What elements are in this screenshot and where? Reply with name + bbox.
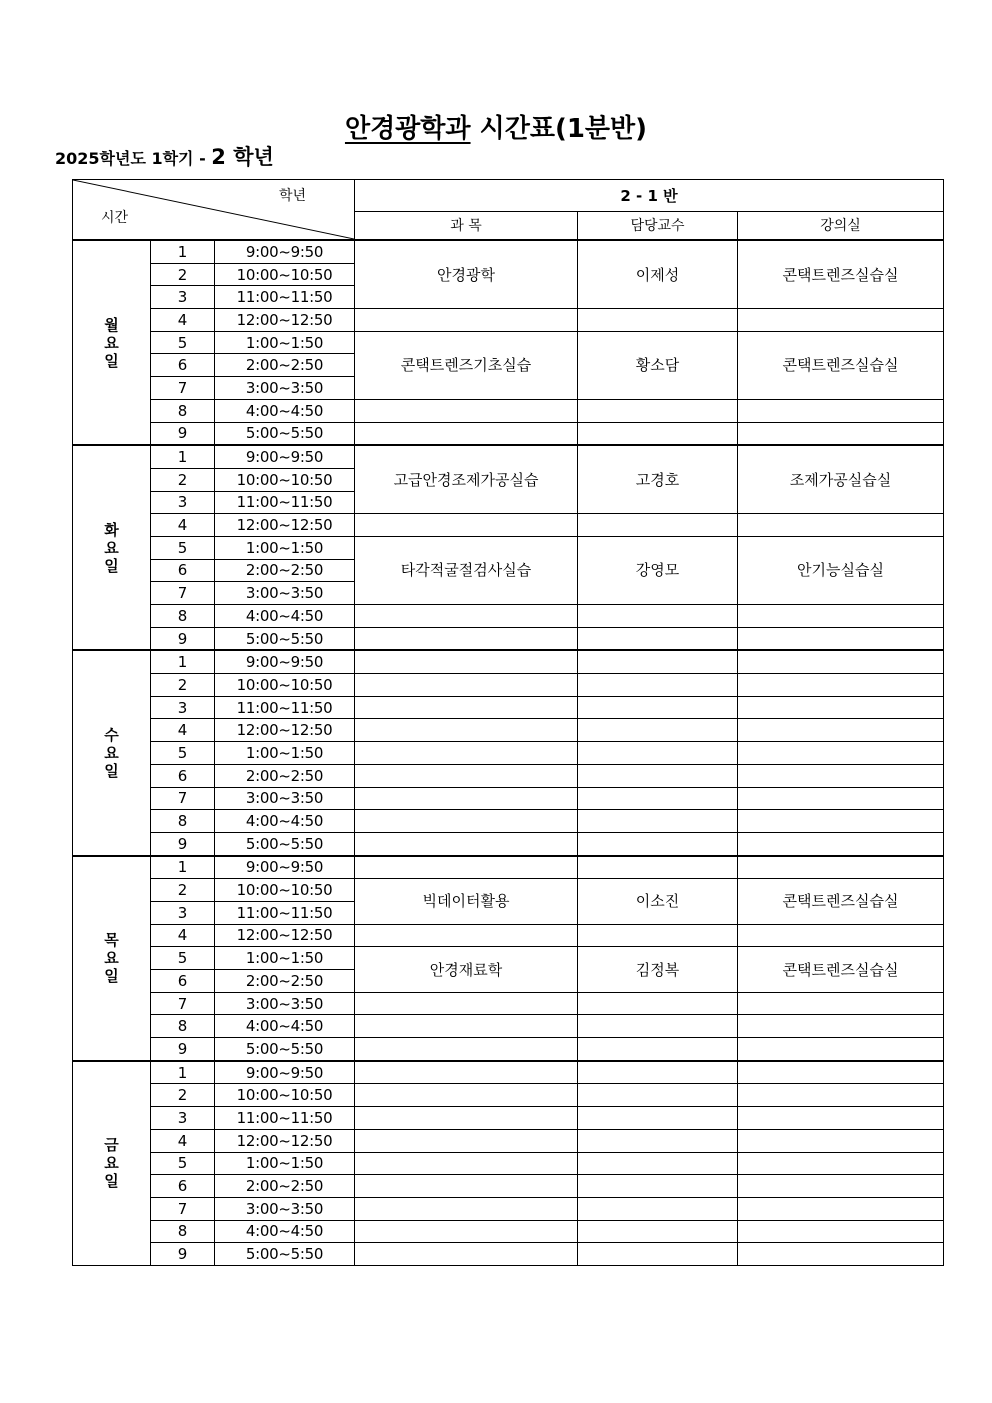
- table-row: [73, 309, 944, 332]
- subject-cell: [355, 422, 578, 445]
- professor-cell: [578, 1175, 738, 1198]
- subject-cell: [355, 1107, 578, 1130]
- timetable: [72, 179, 944, 1266]
- professor-cell: 이제성: [578, 240, 738, 309]
- period-number: 3: [151, 286, 215, 309]
- table-row: [73, 1038, 944, 1061]
- professor-cell: [578, 1197, 738, 1220]
- class-header: 2 - 1 반: [355, 180, 944, 212]
- professor-column-header: 담당교수: [578, 212, 738, 241]
- period-time: 12:00~12:50: [215, 924, 355, 947]
- subject-cell: [355, 1175, 578, 1198]
- period-number: 9: [151, 832, 215, 855]
- table-row: [73, 810, 944, 833]
- room-cell: [738, 810, 944, 833]
- room-cell: [738, 787, 944, 810]
- room-cell: [738, 1220, 944, 1243]
- day-label: [73, 445, 151, 650]
- period-number: 2: [151, 879, 215, 902]
- room-cell: [738, 856, 944, 879]
- room-cell: [738, 605, 944, 628]
- table-row: [73, 879, 944, 902]
- period-time: 3:00~3:50: [215, 377, 355, 400]
- period-number: 5: [151, 742, 215, 765]
- professor-cell: [578, 719, 738, 742]
- period-number: 3: [151, 491, 215, 514]
- table-row: [73, 1152, 944, 1175]
- period-time: 12:00~12:50: [215, 719, 355, 742]
- room-cell: [738, 1107, 944, 1130]
- subject-cell: [355, 399, 578, 422]
- period-number: 6: [151, 1175, 215, 1198]
- day-label-char: 목: [104, 931, 119, 950]
- period-time: 5:00~5:50: [215, 1038, 355, 1061]
- table-row: [73, 856, 944, 879]
- table-row: [73, 1084, 944, 1107]
- room-cell: [738, 627, 944, 650]
- period-number: 4: [151, 719, 215, 742]
- period-time: 11:00~11:50: [215, 491, 355, 514]
- period-number: 4: [151, 924, 215, 947]
- period-time: 10:00~10:50: [215, 468, 355, 491]
- subject-cell: [355, 742, 578, 765]
- period-time: 11:00~11:50: [215, 286, 355, 309]
- title-department: 안경광학과: [344, 114, 471, 144]
- period-time: 12:00~12:50: [215, 309, 355, 332]
- subject-cell: [355, 696, 578, 719]
- day-label-char: 화: [104, 520, 119, 539]
- table-row: [73, 514, 944, 537]
- table-row: [73, 742, 944, 765]
- table-row: [73, 696, 944, 719]
- period-number: 7: [151, 1197, 215, 1220]
- room-column-header: 강의실: [738, 212, 944, 241]
- day-label: [73, 856, 151, 1061]
- period-number: 2: [151, 674, 215, 697]
- subject-cell: [355, 787, 578, 810]
- period-number: 7: [151, 582, 215, 605]
- period-number: 8: [151, 605, 215, 628]
- day-label: [73, 1061, 151, 1266]
- day-label-char: 일: [104, 556, 119, 575]
- subject-cell: [355, 514, 578, 537]
- room-cell: [738, 764, 944, 787]
- period-number: 3: [151, 1107, 215, 1130]
- period-number: 4: [151, 514, 215, 537]
- table-row: [73, 1220, 944, 1243]
- table-row: [73, 1129, 944, 1152]
- period-time: 2:00~2:50: [215, 970, 355, 993]
- table-row: [73, 924, 944, 947]
- period-time: 2:00~2:50: [215, 559, 355, 582]
- period-time: 5:00~5:50: [215, 422, 355, 445]
- period-time: 1:00~1:50: [215, 742, 355, 765]
- period-time: 1:00~1:50: [215, 1152, 355, 1175]
- room-cell: [738, 719, 944, 742]
- period-number: 1: [151, 1061, 215, 1084]
- subject-cell: [355, 1084, 578, 1107]
- subject-cell: [355, 1220, 578, 1243]
- subject-cell: [355, 924, 578, 947]
- period-time: 12:00~12:50: [215, 514, 355, 537]
- table-row: [73, 1175, 944, 1198]
- period-time: 11:00~11:50: [215, 901, 355, 924]
- period-time: 2:00~2:50: [215, 764, 355, 787]
- grade-header-label: 학년: [278, 188, 307, 204]
- period-number: 7: [151, 787, 215, 810]
- period-time: 9:00~9:50: [215, 856, 355, 879]
- period-number: 9: [151, 1038, 215, 1061]
- period-time: 10:00~10:50: [215, 1084, 355, 1107]
- table-row: [73, 764, 944, 787]
- day-label-char: 일: [104, 761, 119, 780]
- room-cell: [738, 924, 944, 947]
- table-row: [73, 1197, 944, 1220]
- subject-cell: [355, 650, 578, 673]
- professor-cell: 김정복: [578, 947, 738, 992]
- period-number: 5: [151, 1152, 215, 1175]
- room-cell: [738, 696, 944, 719]
- period-time: 10:00~10:50: [215, 263, 355, 286]
- table-row: [73, 1015, 944, 1038]
- subject-cell: [355, 1197, 578, 1220]
- professor-cell: [578, 674, 738, 697]
- table-row: [73, 627, 944, 650]
- table-row: [73, 832, 944, 855]
- table-row: [73, 240, 944, 263]
- professor-cell: [578, 856, 738, 879]
- period-number: 2: [151, 263, 215, 286]
- table-row: [73, 992, 944, 1015]
- subject-cell: [355, 605, 578, 628]
- period-number: 8: [151, 810, 215, 833]
- period-time: 4:00~4:50: [215, 605, 355, 628]
- period-time: 3:00~3:50: [215, 787, 355, 810]
- subject-cell: [355, 1038, 578, 1061]
- period-time: 11:00~11:50: [215, 696, 355, 719]
- period-time: 9:00~9:50: [215, 650, 355, 673]
- period-time: 10:00~10:50: [215, 879, 355, 902]
- subject-cell: [355, 674, 578, 697]
- professor-cell: 이소진: [578, 879, 738, 924]
- professor-cell: 강영모: [578, 536, 738, 604]
- subject-cell: [355, 1061, 578, 1084]
- period-number: 4: [151, 1129, 215, 1152]
- period-time: 9:00~9:50: [215, 445, 355, 468]
- time-header-label: 시간: [101, 210, 129, 226]
- period-time: 4:00~4:50: [215, 1220, 355, 1243]
- period-number: 8: [151, 1015, 215, 1038]
- period-number: 5: [151, 331, 215, 354]
- professor-cell: [578, 605, 738, 628]
- period-number: 5: [151, 947, 215, 970]
- room-cell: [738, 650, 944, 673]
- professor-cell: [578, 1152, 738, 1175]
- day-label: [73, 240, 151, 445]
- professor-cell: [578, 787, 738, 810]
- professor-cell: 고경호: [578, 445, 738, 514]
- professor-cell: [578, 1084, 738, 1107]
- room-cell: [738, 1015, 944, 1038]
- period-time: 2:00~2:50: [215, 354, 355, 377]
- table-row: [73, 605, 944, 628]
- period-time: 9:00~9:50: [215, 1061, 355, 1084]
- period-number: 2: [151, 468, 215, 491]
- room-cell: [738, 399, 944, 422]
- professor-cell: [578, 1220, 738, 1243]
- period-number: 8: [151, 1220, 215, 1243]
- room-cell: [738, 992, 944, 1015]
- table-row: [73, 536, 944, 559]
- subject-cell: 콘택트렌즈기초실습: [355, 331, 578, 399]
- day-label-char: 수: [104, 725, 119, 744]
- day-label-char: 요: [104, 1154, 119, 1173]
- period-number: 6: [151, 970, 215, 993]
- day-label-char: 요: [104, 538, 119, 557]
- period-time: 5:00~5:50: [215, 1243, 355, 1266]
- professor-cell: [578, 309, 738, 332]
- subject-cell: [355, 309, 578, 332]
- period-time: 11:00~11:50: [215, 1107, 355, 1130]
- table-row: [73, 787, 944, 810]
- professor-cell: [578, 810, 738, 833]
- table-row: [73, 947, 944, 970]
- period-number: 4: [151, 309, 215, 332]
- table-row: [73, 674, 944, 697]
- period-time: 2:00~2:50: [215, 1175, 355, 1198]
- subject-cell: [355, 627, 578, 650]
- semester-info: [55, 141, 274, 171]
- period-time: 12:00~12:50: [215, 1129, 355, 1152]
- room-cell: [738, 309, 944, 332]
- period-time: 5:00~5:50: [215, 832, 355, 855]
- period-number: 1: [151, 445, 215, 468]
- period-time: 4:00~4:50: [215, 399, 355, 422]
- title-suffix: 시간표(1분반): [470, 114, 648, 144]
- professor-cell: [578, 1129, 738, 1152]
- period-time: 9:00~9:50: [215, 240, 355, 263]
- day-label-char: 일: [104, 1172, 119, 1191]
- professor-cell: [578, 992, 738, 1015]
- professor-cell: [578, 627, 738, 650]
- day-label-char: 요: [104, 333, 119, 352]
- period-time: 1:00~1:50: [215, 331, 355, 354]
- subject-cell: [355, 1243, 578, 1266]
- subject-cell: [355, 1129, 578, 1152]
- room-cell: [738, 1061, 944, 1084]
- subject-cell: [355, 856, 578, 879]
- table-row: [73, 445, 944, 468]
- period-time: 3:00~3:50: [215, 1197, 355, 1220]
- period-number: 3: [151, 901, 215, 924]
- room-cell: [738, 1038, 944, 1061]
- period-number: 1: [151, 650, 215, 673]
- period-time: 1:00~1:50: [215, 536, 355, 559]
- subject-cell: 빅데이터활용: [355, 879, 578, 924]
- period-number: 1: [151, 240, 215, 263]
- period-time: 10:00~10:50: [215, 674, 355, 697]
- day-label-char: 요: [104, 949, 119, 968]
- professor-cell: [578, 1015, 738, 1038]
- semester-label: 2025학년도 1학기 -: [55, 149, 212, 168]
- subject-cell: 안경광학: [355, 240, 578, 309]
- period-number: 5: [151, 536, 215, 559]
- subject-cell: [355, 810, 578, 833]
- professor-cell: [578, 764, 738, 787]
- room-cell: [738, 742, 944, 765]
- table-row: [73, 1107, 944, 1130]
- period-number: 6: [151, 764, 215, 787]
- room-cell: 안기능실습실: [738, 536, 944, 604]
- professor-cell: [578, 399, 738, 422]
- period-number: 3: [151, 696, 215, 719]
- table-row: [73, 650, 944, 673]
- room-cell: 조제가공실습실: [738, 445, 944, 514]
- professor-cell: [578, 514, 738, 537]
- subject-cell: [355, 832, 578, 855]
- period-number: 6: [151, 354, 215, 377]
- professor-cell: 황소담: [578, 331, 738, 399]
- day-label-char: 금: [104, 1136, 119, 1155]
- subject-cell: [355, 1152, 578, 1175]
- period-time: 1:00~1:50: [215, 947, 355, 970]
- period-number: 9: [151, 627, 215, 650]
- period-number: 7: [151, 992, 215, 1015]
- day-label-char: 일: [104, 351, 119, 370]
- professor-cell: [578, 1107, 738, 1130]
- grade-suffix: 학년: [225, 145, 274, 169]
- grade-number: 2: [211, 145, 226, 169]
- professor-cell: [578, 832, 738, 855]
- period-number: 9: [151, 1243, 215, 1266]
- period-time: 3:00~3:50: [215, 992, 355, 1015]
- room-cell: [738, 1152, 944, 1175]
- table-row: [73, 399, 944, 422]
- table-row: [73, 719, 944, 742]
- professor-cell: [578, 742, 738, 765]
- corner-header: [73, 180, 355, 241]
- subject-cell: [355, 764, 578, 787]
- room-cell: [738, 1197, 944, 1220]
- table-row: [73, 331, 944, 354]
- professor-cell: [578, 1243, 738, 1266]
- room-cell: [738, 1243, 944, 1266]
- subject-cell: [355, 1015, 578, 1038]
- subject-column-header: 과 목: [355, 212, 578, 241]
- period-number: 8: [151, 399, 215, 422]
- day-label-char: 월: [104, 315, 119, 334]
- professor-cell: [578, 1061, 738, 1084]
- day-label-char: 일: [104, 967, 119, 986]
- room-cell: [738, 422, 944, 445]
- subject-cell: 고급안경조제가공실습: [355, 445, 578, 514]
- period-number: 6: [151, 559, 215, 582]
- period-number: 2: [151, 1084, 215, 1107]
- table-row: [73, 1061, 944, 1084]
- day-label: [73, 650, 151, 855]
- professor-cell: [578, 422, 738, 445]
- room-cell: [738, 1175, 944, 1198]
- period-number: 1: [151, 856, 215, 879]
- room-cell: [738, 832, 944, 855]
- table-row: [73, 1243, 944, 1266]
- room-cell: 콘택트렌즈실습실: [738, 947, 944, 992]
- room-cell: [738, 674, 944, 697]
- period-number: 7: [151, 377, 215, 400]
- subject-cell: 안경재료학: [355, 947, 578, 992]
- professor-cell: [578, 1038, 738, 1061]
- table-row: [73, 422, 944, 445]
- professor-cell: [578, 924, 738, 947]
- subject-cell: [355, 719, 578, 742]
- period-time: 4:00~4:50: [215, 1015, 355, 1038]
- room-cell: [738, 1084, 944, 1107]
- room-cell: [738, 514, 944, 537]
- professor-cell: [578, 696, 738, 719]
- period-time: 5:00~5:50: [215, 627, 355, 650]
- room-cell: [738, 1129, 944, 1152]
- room-cell: 콘택트렌즈실습실: [738, 879, 944, 924]
- page-title: [0, 108, 992, 145]
- period-number: 9: [151, 422, 215, 445]
- room-cell: 콘택트렌즈실습실: [738, 331, 944, 399]
- subject-cell: [355, 992, 578, 1015]
- subject-cell: 타각적굴절검사실습: [355, 536, 578, 604]
- period-time: 4:00~4:50: [215, 810, 355, 833]
- day-label-char: 요: [104, 743, 119, 762]
- room-cell: 콘택트렌즈실습실: [738, 240, 944, 309]
- period-time: 3:00~3:50: [215, 582, 355, 605]
- professor-cell: [578, 650, 738, 673]
